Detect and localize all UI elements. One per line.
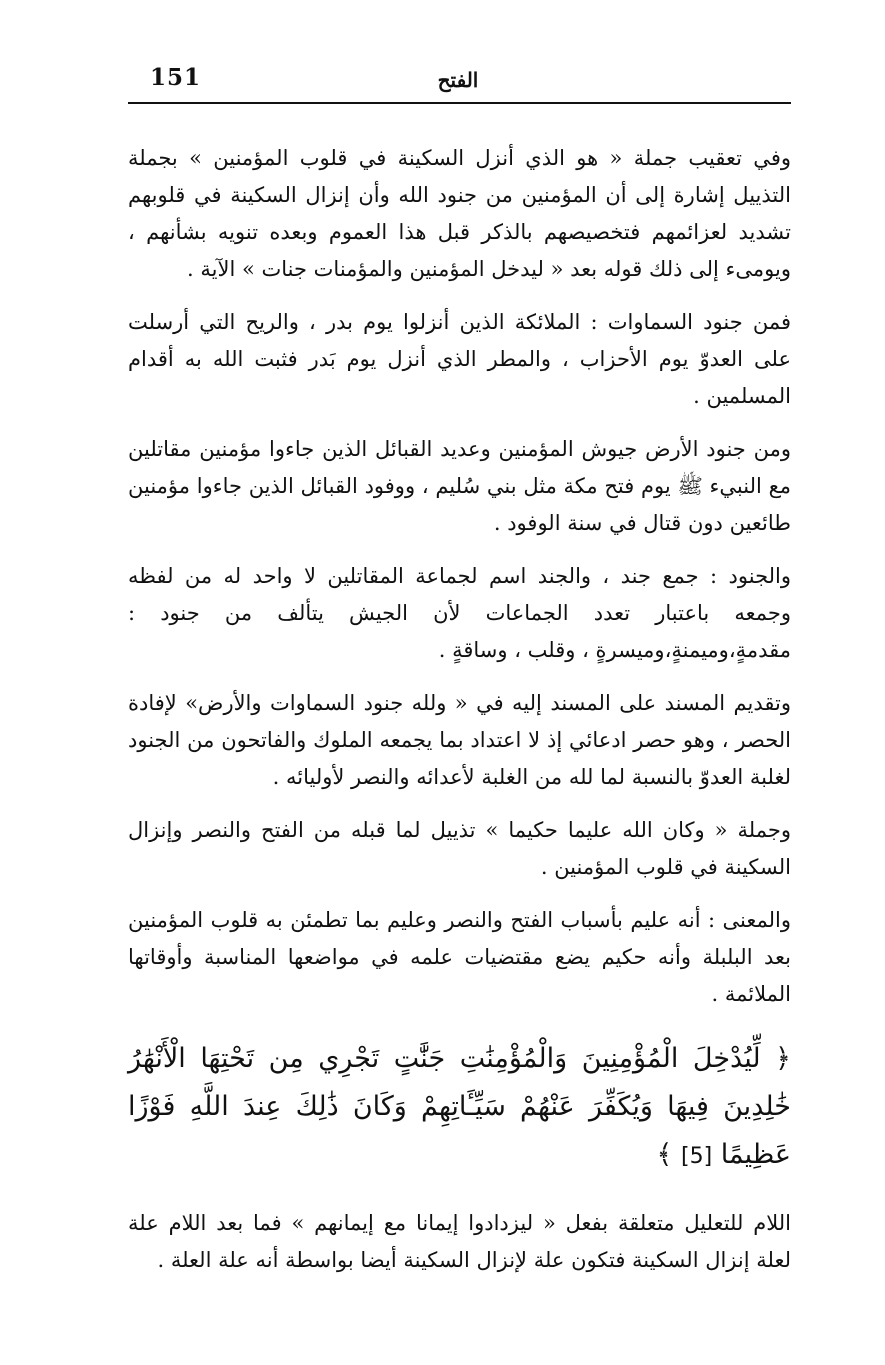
verse-open-bracket: ﴿ [775, 1043, 791, 1074]
paragraph-heaven-soldiers: فمن جنود السماوات : الملائكة الذين أنزلوا يوم بدر ، والريح التي أرسلت على العدوّ يوم الأحزاب ، والمطر الذي أنزل يوم بَدر فثبت الله به أقدام المسلمين . [128, 310, 791, 408]
quran-verse [128, 1035, 791, 1181]
running-title: الفتح [437, 68, 479, 92]
paragraph-lam-explanation: اللام للتعليل متعلقة بفعل « ليزدادوا إيمانا مع إيمانهم » فما بعد اللام علة لعلة إنزال السكينة فتكون علة لإنزال السكينة أيضا بواسطة أنه علة العلة . [128, 1211, 791, 1272]
page-number: 151 [150, 64, 202, 91]
paragraph-predicate-order: وتقديم المسند على المسند إليه في « ولله جنود السماوات والأرض» لإفادة الحصر ، وهو حصر ادعائي إذ لا اعتداد بما يجمعه الملوك والفاتحون من الجنود لغلبة العدوّ بالنسبة لما لله من الغلبة لأعدائه والنصر لأوليائه . [128, 691, 791, 789]
page-header [128, 58, 791, 102]
verse-close-bracket: ﴾ [656, 1139, 673, 1170]
page-body [128, 140, 791, 1295]
paragraph-meaning: والمعنى : أنه عليم بأسباب الفتح والنصر وعليم بما تطمئن به قلوب المؤمنين بعد البلبلة وأنه حكيم يضع مقتضيات علمه في مواضعها المناسبة وأوقاتها الملائمة . [128, 908, 791, 1006]
paragraph-tail-comment: وفي تعقيب جملة « هو الذي أنزل السكينة في قلوب المؤمنين » بجملة التذييل إشارة إلى أن المؤمنين من جنود الله وأن إنزال السكينة في قلوبهم تشديد لعزائمهم فتخصيصهم بالذكر قبل هذا العموم وبعده تنويه بشأنهم ، ويومىء إلى ذلك قوله بعد « ليدخل المؤمنين والمؤمنات جنات » الآية . [128, 146, 791, 281]
paragraph-soldiers-definition: والجنود : جمع جند ، والجند اسم لجماعة المقاتلين لا واحد له من لفظه وجمعه باعتبار تعدد الجماعات لأن الجيش يتألف من جنود : مقدمةٍ،وميمنةٍ،وميسرةٍ ، وقلب ، وساقةٍ . [128, 564, 791, 662]
verse-text: لِّيُدْخِلَ الْمُؤْمِنِينَ وَالْمُؤْمِنَٰتِ جَنَّٰتٍ تَجْرِي مِن تَحْتِهَا الْأَنْهَٰرُ خَٰلِدِينَ فِيهَا وَيُكَفِّرَ عَنْهُمْ سَيِّـَٔاتِهِمْ وَكَانَ ذَٰلِكَ عِندَ اللَّهِ فَوْزًا عَظِيمًا [128, 1043, 791, 1170]
paragraph-earth-soldiers: ومن جنود الأرض جيوش المؤمنين وعديد القبائل الذين جاءوا مؤمنين مقاتلين مع النبيء ﷺ يوم فتح مكة مثل بني سُليم ، ووفود القبائل الذين جاءوا مؤمنين طائعين دون قتال في سنة الوفود . [128, 437, 791, 535]
header-rule [128, 102, 791, 104]
verse-number: [5] [680, 1144, 713, 1169]
paragraph-closing-clause: وجملة « وكان الله عليما حكيما » تذييل لما قبله من الفتح والنصر وإنزال السكينة في قلوب المؤمنين . [128, 818, 791, 879]
